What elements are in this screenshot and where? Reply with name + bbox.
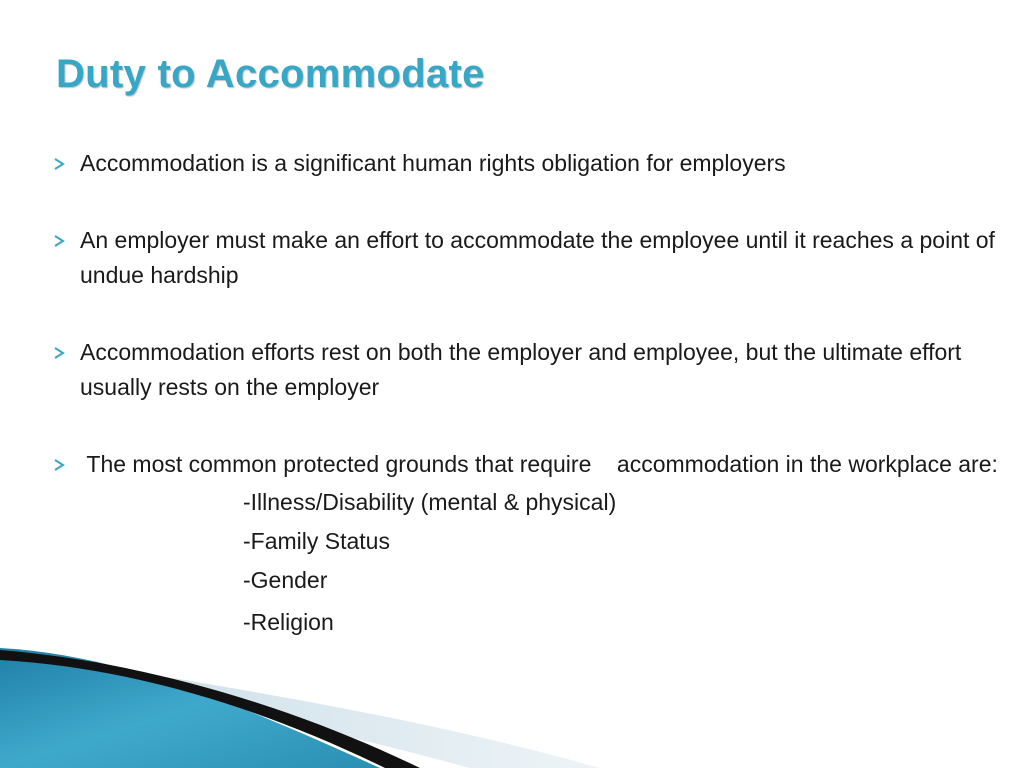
bullet-item xyxy=(50,447,1000,644)
wave-blue-band xyxy=(0,648,380,768)
slide-title: Duty to Accommodate xyxy=(56,52,485,96)
wave-light-band xyxy=(60,660,600,768)
bullet-item xyxy=(50,146,1000,181)
bullet-text: Accommodation is a significant human rights obligation for employers xyxy=(80,150,786,176)
sub-item-gender: -Gender xyxy=(243,567,328,593)
bullet-text: An employer must make an effort to accommodate the employee until it reaches a point of undue hardship xyxy=(80,227,995,288)
chevron-right-icon xyxy=(52,146,66,181)
bullet-text: The most common protected grounds that require accommodation in the workplace are: xyxy=(80,451,998,477)
bullet-list xyxy=(50,146,1000,644)
chevron-right-icon xyxy=(52,223,66,258)
chevron-right-icon xyxy=(52,447,66,482)
sub-item-family-status: -Family Status xyxy=(243,528,390,554)
sub-item-religion: -Religion xyxy=(243,609,334,635)
bullet-text: Accommodation efforts rest on both the employer and employee, but the ultimate effort usually rests on the employer xyxy=(80,339,962,400)
bullet-item xyxy=(50,223,1000,293)
chevron-right-icon xyxy=(52,335,66,370)
sub-item-illness-disability: -Illness/Disability (mental & physical) xyxy=(243,489,617,515)
bullet-item xyxy=(50,335,1000,405)
wave-dark-band xyxy=(0,650,420,768)
